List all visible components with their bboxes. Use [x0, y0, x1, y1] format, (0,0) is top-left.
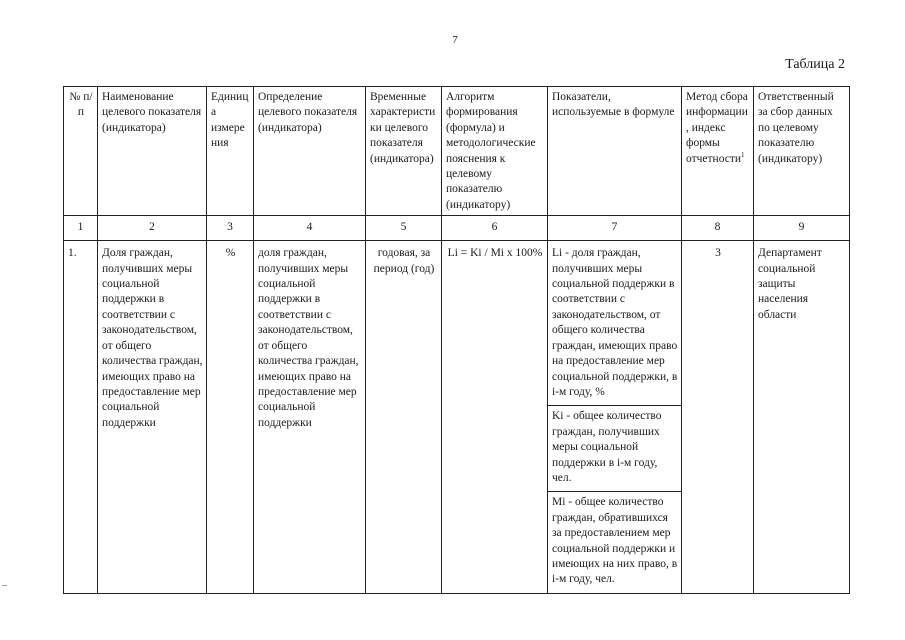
header-cell-indicators: Показатели, используемые в формуле — [548, 87, 682, 216]
header-cell-name: Наименование целевого показателя (индикатора) — [98, 87, 207, 216]
table-row — [64, 241, 850, 594]
indicator-table — [63, 86, 850, 594]
page-number: 7 — [452, 34, 458, 46]
column-number-row — [64, 216, 850, 241]
header-cell-num: № п/п — [64, 87, 98, 216]
column-number: 7 — [548, 216, 682, 241]
column-number: 3 — [207, 216, 254, 241]
column-number: 5 — [366, 216, 442, 241]
column-number: 2 — [98, 216, 207, 241]
header-cell-period: Временные характеристики целевого показателя (индикатора) — [366, 87, 442, 216]
header-cell-method — [682, 87, 754, 216]
collection-method: 3 — [682, 241, 754, 594]
responsible-body: Департамент социальной защиты населения области — [754, 241, 850, 594]
formula-indicator-ki: Ki - общее количество граждан, получивших меры социальной поддержки в i-м году, чел. — [548, 406, 681, 492]
column-number: 9 — [754, 216, 850, 241]
indicator-definition: доля граждан, получивших меры социальной поддержки в соответствии с законодательством, от общего количества граждан, имеющих право на предоставление мер социальной поддержки — [254, 241, 366, 594]
row-number: 1. — [64, 241, 98, 594]
formula-indicator-li: Li - доля граждан, получивших меры социальной поддержки в соответствии с законодательством, от общего количества граждан, имеющих право на предоставление мер социальной поддержки, в i-м году, % — [548, 241, 681, 406]
header-row — [64, 87, 850, 216]
column-number: 1 — [64, 216, 98, 241]
formula-indicators-cell — [548, 241, 682, 594]
header-cell-unit: Единица измерения — [207, 87, 254, 216]
indicator-formula: Li = Ki / Mi x 100% — [442, 241, 548, 594]
margin-mark: _ — [2, 576, 7, 587]
table-caption: Таблица 2 — [785, 57, 845, 72]
indicator-period: годовая, за период (год) — [366, 241, 442, 594]
header-cell-formula: Алгоритм формирования (формула) и методологические пояснения к целевому показателю (индикатору) — [442, 87, 548, 216]
column-number: 6 — [442, 216, 548, 241]
formula-indicator-mi: Mi - общее количество граждан, обратившихся за предоставлением мер социальной поддержки и имеющих на них право, в i-м году, чел. — [552, 496, 678, 586]
column-number: 8 — [682, 216, 754, 241]
indicator-name: Доля граждан, получивших меры социальной поддержки в соответствии с законодательством, от общего количества граждан, имеющих право на предоставление мер социальной поддержки — [98, 241, 207, 594]
footnote-mark: 1 — [741, 150, 745, 159]
indicator-unit: % — [207, 241, 254, 594]
column-number: 4 — [254, 216, 366, 241]
header-method-text: Метод сбора информации, индекс формы отчетности — [686, 91, 748, 165]
header-cell-responsible: Ответственный за сбор данных по целевому показателю (индикатору) — [754, 87, 850, 216]
header-cell-definition: Определение целевого показателя (индикатора) — [254, 87, 366, 216]
